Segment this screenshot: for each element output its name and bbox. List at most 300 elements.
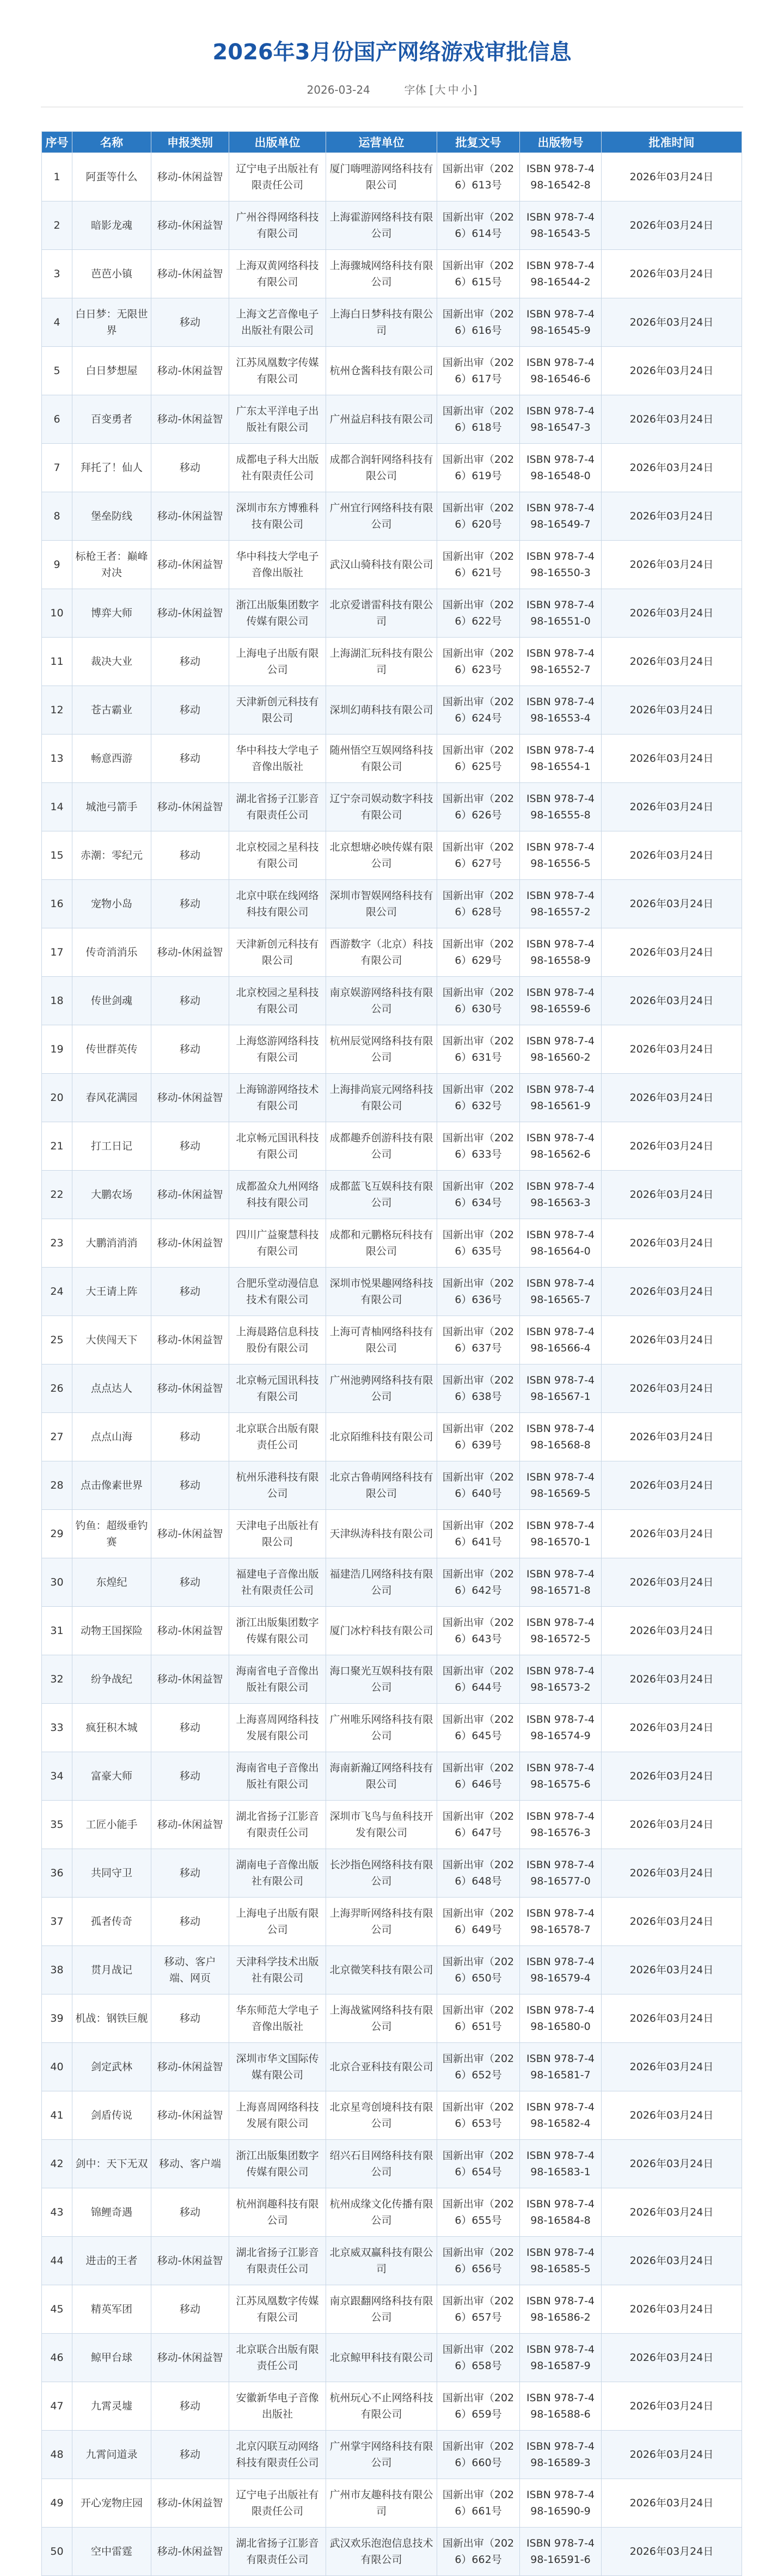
- cell-operator: 广州掌宇网络科技有限公司: [326, 2431, 437, 2479]
- cell-category: 移动-休闲益智: [151, 2528, 229, 2576]
- cell-approval-number: 国新出审（2026）641号: [437, 1510, 520, 1558]
- cell-name: 春风花满园: [72, 1074, 151, 1122]
- cell-name: 鲸甲台球: [72, 2334, 151, 2382]
- cell-publisher: 华东师范大学电子音像出版社: [229, 1994, 326, 2043]
- cell-category: 移动-休闲益智: [151, 541, 229, 589]
- cell-name: 宠物小岛: [72, 880, 151, 928]
- cell-category: 移动: [151, 1752, 229, 1801]
- cell-approval-number: 国新出审（2026）648号: [437, 1849, 520, 1898]
- cell-approval-number: 国新出审（2026）621号: [437, 541, 520, 589]
- cell-operator: 北京合亚科技有限公司: [326, 2043, 437, 2091]
- cell-name: 富豪大师: [72, 1752, 151, 1801]
- cell-isbn: ISBN 978-7-498-16589-3: [520, 2431, 602, 2479]
- font-size-large-button[interactable]: 大: [434, 83, 446, 96]
- cell-category: 移动-休闲益智: [151, 1074, 229, 1122]
- cell-publisher: 北京畅元国讯科技有限公司: [229, 1122, 326, 1171]
- cell-publisher: 深圳市华文国际传媒有限公司: [229, 2043, 326, 2091]
- cell-operator: 上海湖汇玩科技有限公司: [326, 638, 437, 686]
- cell-approval-number: 国新出审（2026）632号: [437, 1074, 520, 1122]
- cell-isbn: ISBN 978-7-498-16565-7: [520, 1268, 602, 1316]
- cell-isbn: ISBN 978-7-498-16549-7: [520, 492, 602, 541]
- cell-approval-number: 国新出审（2026）651号: [437, 1994, 520, 2043]
- cell-publisher: 北京畅元国讯科技有限公司: [229, 1365, 326, 1413]
- cell-publisher: 合肥乐堂动漫信息技术有限公司: [229, 1268, 326, 1316]
- table-row: [42, 2043, 742, 2091]
- cell-approval-date: 2026年03月24日: [602, 153, 742, 201]
- cell-isbn: ISBN 978-7-498-16559-6: [520, 977, 602, 1025]
- cell-operator: 北京陌维科技有限公司: [326, 1413, 437, 1461]
- table-row: [42, 2479, 742, 2528]
- cell-isbn: ISBN 978-7-498-16566-4: [520, 1316, 602, 1365]
- header-publisher: 出版单位: [229, 132, 326, 153]
- cell-approval-number: 国新出审（2026）637号: [437, 1316, 520, 1365]
- table-row: [42, 541, 742, 589]
- cell-operator: 天津纵涛科技有限公司: [326, 1510, 437, 1558]
- cell-approval-number: 国新出审（2026）643号: [437, 1607, 520, 1655]
- cell-publisher: 上海悠游网络科技有限公司: [229, 1025, 326, 1074]
- cell-isbn: ISBN 978-7-498-16567-1: [520, 1365, 602, 1413]
- table-row: [42, 2140, 742, 2188]
- cell-name: 九霄问道录: [72, 2431, 151, 2479]
- cell-isbn: ISBN 978-7-498-16591-6: [520, 2528, 602, 2576]
- cell-seq: 37: [42, 1898, 72, 1946]
- font-size-medium-button[interactable]: 中: [448, 83, 459, 96]
- cell-approval-date: 2026年03月24日: [602, 1849, 742, 1898]
- cell-operator: 深圳市飞鸟与鱼科技开发有限公司: [326, 1801, 437, 1849]
- cell-approval-number: 国新出审（2026）623号: [437, 638, 520, 686]
- cell-category: 移动: [151, 1025, 229, 1074]
- cell-approval-number: 国新出审（2026）627号: [437, 831, 520, 880]
- cell-publisher: 湖北省扬子江影音有限责任公司: [229, 2237, 326, 2285]
- cell-category: 移动、客户端: [151, 2140, 229, 2188]
- cell-approval-date: 2026年03月24日: [602, 2237, 742, 2285]
- cell-isbn: ISBN 978-7-498-16588-6: [520, 2382, 602, 2431]
- cell-category: 移动-休闲益智: [151, 1801, 229, 1849]
- cell-publisher: 北京校园之星科技有限公司: [229, 977, 326, 1025]
- cell-name: 剑中：天下无双: [72, 2140, 151, 2188]
- cell-approval-date: 2026年03月24日: [602, 1704, 742, 1752]
- cell-approval-date: 2026年03月24日: [602, 541, 742, 589]
- cell-name: 大鹏消消消: [72, 1219, 151, 1268]
- table-row: [42, 1025, 742, 1074]
- table-row: [42, 250, 742, 298]
- cell-category: 移动-休闲益智: [151, 2091, 229, 2140]
- cell-category: 移动: [151, 880, 229, 928]
- cell-operator: 武汉欢乐泡泡信息技术有限公司: [326, 2528, 437, 2576]
- cell-operator: 上海羿昕网络科技有限公司: [326, 1898, 437, 1946]
- cell-approval-date: 2026年03月24日: [602, 2528, 742, 2576]
- cell-operator: 辽宁奈司娱动数字科技有限公司: [326, 783, 437, 831]
- cell-operator: 绍兴石目网络科技有限公司: [326, 2140, 437, 2188]
- cell-name: 剑盾传说: [72, 2091, 151, 2140]
- cell-name: 剑定武林: [72, 2043, 151, 2091]
- cell-isbn: ISBN 978-7-498-16569-5: [520, 1461, 602, 1510]
- cell-publisher: 杭州乐港科技有限公司: [229, 1461, 326, 1510]
- cell-approval-date: 2026年03月24日: [602, 2431, 742, 2479]
- table-row: [42, 735, 742, 783]
- cell-isbn: ISBN 978-7-498-16542-8: [520, 153, 602, 201]
- cell-operator: 厦门冰柠科技有限公司: [326, 1607, 437, 1655]
- cell-operator: 上海骤城网络科技有限公司: [326, 250, 437, 298]
- cell-publisher: 深圳市东方博雅科技有限公司: [229, 492, 326, 541]
- cell-name: 精英军团: [72, 2285, 151, 2334]
- cell-seq: 31: [42, 1607, 72, 1655]
- cell-operator: 海南新瀚辽网络科技有限公司: [326, 1752, 437, 1801]
- cell-isbn: ISBN 978-7-498-16581-7: [520, 2043, 602, 2091]
- cell-operator: 广州唯乐网络科技有限公司: [326, 1704, 437, 1752]
- cell-publisher: 浙江出版集团数字传媒有限公司: [229, 589, 326, 638]
- cell-approval-number: 国新出审（2026）622号: [437, 589, 520, 638]
- cell-approval-number: 国新出审（2026）624号: [437, 686, 520, 735]
- cell-approval-number: 国新出审（2026）640号: [437, 1461, 520, 1510]
- header-approval-date: 批准时间: [602, 132, 742, 153]
- cell-isbn: ISBN 978-7-498-16553-4: [520, 686, 602, 735]
- cell-publisher: 湖北省扬子江影音有限责任公司: [229, 783, 326, 831]
- cell-approval-date: 2026年03月24日: [602, 686, 742, 735]
- cell-category: 移动: [151, 2188, 229, 2237]
- cell-approval-number: 国新出审（2026）633号: [437, 1122, 520, 1171]
- cell-operator: 上海排尚宸元网络科技有限公司: [326, 1074, 437, 1122]
- cell-name: 点点达人: [72, 1365, 151, 1413]
- cell-approval-number: 国新出审（2026）652号: [437, 2043, 520, 2091]
- cell-isbn: ISBN 978-7-498-16561-9: [520, 1074, 602, 1122]
- cell-approval-number: 国新出审（2026）642号: [437, 1558, 520, 1607]
- cell-approval-date: 2026年03月24日: [602, 1365, 742, 1413]
- cell-isbn: ISBN 978-7-498-16583-1: [520, 2140, 602, 2188]
- cell-name: 东煌纪: [72, 1558, 151, 1607]
- cell-category: 移动: [151, 977, 229, 1025]
- cell-publisher: 上海文艺音像电子出版社有限公司: [229, 298, 326, 347]
- cell-approval-number: 国新出审（2026）614号: [437, 201, 520, 250]
- cell-isbn: ISBN 978-7-498-16563-3: [520, 1171, 602, 1219]
- cell-category: 移动: [151, 1849, 229, 1898]
- cell-seq: 39: [42, 1994, 72, 2043]
- cell-category: 移动-休闲益智: [151, 928, 229, 977]
- cell-seq: 25: [42, 1316, 72, 1365]
- cell-seq: 21: [42, 1122, 72, 1171]
- cell-approval-date: 2026年03月24日: [602, 1413, 742, 1461]
- table-row: [42, 638, 742, 686]
- cell-approval-date: 2026年03月24日: [602, 2091, 742, 2140]
- cell-publisher: 江苏凤凰数字传媒有限公司: [229, 2285, 326, 2334]
- cell-seq: 28: [42, 1461, 72, 1510]
- cell-approval-number: 国新出审（2026）615号: [437, 250, 520, 298]
- cell-category: 移动-休闲益智: [151, 1365, 229, 1413]
- cell-publisher: 北京闪联互动网络科技有限责任公司: [229, 2431, 326, 2479]
- table-row: [42, 977, 742, 1025]
- cell-isbn: ISBN 978-7-498-16543-5: [520, 201, 602, 250]
- cell-publisher: 安徽新华电子音像出版社: [229, 2382, 326, 2431]
- cell-seq: 41: [42, 2091, 72, 2140]
- cell-isbn: ISBN 978-7-498-16558-9: [520, 928, 602, 977]
- cell-operator: 武汉山骑科技有限公司: [326, 541, 437, 589]
- cell-approval-number: 国新出审（2026）646号: [437, 1752, 520, 1801]
- cell-operator: 北京鲸甲科技有限公司: [326, 2334, 437, 2382]
- cell-seq: 18: [42, 977, 72, 1025]
- cell-operator: 成都蓝飞互娱科技有限公司: [326, 1171, 437, 1219]
- cell-approval-number: 国新出审（2026）656号: [437, 2237, 520, 2285]
- cell-isbn: ISBN 978-7-498-16562-6: [520, 1122, 602, 1171]
- cell-seq: 16: [42, 880, 72, 928]
- table-row: [42, 1268, 742, 1316]
- cell-approval-date: 2026年03月24日: [602, 1122, 742, 1171]
- cell-name: 城池弓箭手: [72, 783, 151, 831]
- cell-isbn: ISBN 978-7-498-16575-6: [520, 1752, 602, 1801]
- cell-seq: 10: [42, 589, 72, 638]
- cell-seq: 8: [42, 492, 72, 541]
- cell-name: 畅意西游: [72, 735, 151, 783]
- cell-operator: 成都趣乔创游科技有限公司: [326, 1122, 437, 1171]
- cell-publisher: 天津电子出版社有限公司: [229, 1510, 326, 1558]
- cell-publisher: 杭州润趣科技有限公司: [229, 2188, 326, 2237]
- cell-seq: 36: [42, 1849, 72, 1898]
- cell-approval-date: 2026年03月24日: [602, 2479, 742, 2528]
- cell-approval-date: 2026年03月24日: [602, 1898, 742, 1946]
- cell-isbn: ISBN 978-7-498-16545-9: [520, 298, 602, 347]
- cell-publisher: 上海电子出版有限公司: [229, 638, 326, 686]
- cell-approval-number: 国新出审（2026）647号: [437, 1801, 520, 1849]
- cell-publisher: 广东太平洋电子出版社有限公司: [229, 395, 326, 444]
- cell-publisher: 华中科技大学电子音像出版社: [229, 541, 326, 589]
- table-row: [42, 153, 742, 201]
- cell-seq: 35: [42, 1801, 72, 1849]
- table-row: [42, 1461, 742, 1510]
- cell-category: 移动-休闲益智: [151, 2237, 229, 2285]
- table-row: [42, 1946, 742, 1994]
- table-row: [42, 2431, 742, 2479]
- cell-approval-number: 国新出审（2026）613号: [437, 153, 520, 201]
- cell-isbn: ISBN 978-7-498-16547-3: [520, 395, 602, 444]
- cell-approval-number: 国新出审（2026）650号: [437, 1946, 520, 1994]
- table-row: [42, 1558, 742, 1607]
- cell-operator: 深圳幻萌科技有限公司: [326, 686, 437, 735]
- cell-category: 移动-休闲益智: [151, 201, 229, 250]
- cell-approval-number: 国新出审（2026）658号: [437, 2334, 520, 2382]
- cell-seq: 43: [42, 2188, 72, 2237]
- cell-approval-date: 2026年03月24日: [602, 1025, 742, 1074]
- cell-name: 机战：钢铁巨舰: [72, 1994, 151, 2043]
- cell-publisher: 上海晨路信息科技股份有限公司: [229, 1316, 326, 1365]
- cell-approval-number: 国新出审（2026）635号: [437, 1219, 520, 1268]
- cell-publisher: 湖北省扬子江影音有限责任公司: [229, 2528, 326, 2576]
- cell-approval-date: 2026年03月24日: [602, 1074, 742, 1122]
- table-row: [42, 492, 742, 541]
- cell-name: 传世剑魂: [72, 977, 151, 1025]
- cell-seq: 46: [42, 2334, 72, 2382]
- cell-name: 传奇消消乐: [72, 928, 151, 977]
- cell-name: 苍古霸业: [72, 686, 151, 735]
- table-row: [42, 2285, 742, 2334]
- table-row: [42, 201, 742, 250]
- cell-seq: 13: [42, 735, 72, 783]
- cell-category: 移动: [151, 1122, 229, 1171]
- table-row: [42, 686, 742, 735]
- header-approval-number: 批复文号: [437, 132, 520, 153]
- cell-operator: 成都合润轩网络科技有限公司: [326, 444, 437, 492]
- cell-approval-number: 国新出审（2026）617号: [437, 347, 520, 395]
- font-size-label: 字体: [404, 83, 426, 96]
- table-row: [42, 2188, 742, 2237]
- cell-isbn: ISBN 978-7-498-16590-9: [520, 2479, 602, 2528]
- cell-publisher: 浙江出版集团数字传媒有限公司: [229, 1607, 326, 1655]
- cell-isbn: ISBN 978-7-498-16582-4: [520, 2091, 602, 2140]
- cell-name: 白日梦想屋: [72, 347, 151, 395]
- cell-approval-number: 国新出审（2026）638号: [437, 1365, 520, 1413]
- cell-isbn: ISBN 978-7-498-16584-8: [520, 2188, 602, 2237]
- cell-isbn: ISBN 978-7-498-16560-2: [520, 1025, 602, 1074]
- cell-approval-date: 2026年03月24日: [602, 880, 742, 928]
- cell-isbn: ISBN 978-7-498-16554-1: [520, 735, 602, 783]
- cell-publisher: 天津新创元科技有限公司: [229, 928, 326, 977]
- cell-seq: 15: [42, 831, 72, 880]
- cell-seq: 32: [42, 1655, 72, 1704]
- cell-operator: 福建浩几网络科技有限公司: [326, 1558, 437, 1607]
- cell-publisher: 北京联合出版有限责任公司: [229, 1413, 326, 1461]
- cell-operator: 北京星弯创境科技有限公司: [326, 2091, 437, 2140]
- cell-isbn: ISBN 978-7-498-16576-3: [520, 1801, 602, 1849]
- cell-approval-date: 2026年03月24日: [602, 1558, 742, 1607]
- publish-date: 2026-03-24: [307, 83, 370, 96]
- header-category: 申报类别: [151, 132, 229, 153]
- cell-category: 移动: [151, 298, 229, 347]
- cell-publisher: 天津科学技术出版社有限公司: [229, 1946, 326, 1994]
- cell-approval-number: 国新出审（2026）659号: [437, 2382, 520, 2431]
- cell-isbn: ISBN 978-7-498-16579-4: [520, 1946, 602, 1994]
- cell-name: 贯月战记: [72, 1946, 151, 1994]
- cell-seq: 19: [42, 1025, 72, 1074]
- cell-approval-number: 国新出审（2026）634号: [437, 1171, 520, 1219]
- cell-category: 移动-休闲益智: [151, 589, 229, 638]
- table-row: [42, 1898, 742, 1946]
- cell-seq: 14: [42, 783, 72, 831]
- header-operator: 运营单位: [326, 132, 437, 153]
- table-row: [42, 2237, 742, 2285]
- cell-seq: 42: [42, 2140, 72, 2188]
- cell-approval-date: 2026年03月24日: [602, 1510, 742, 1558]
- cell-isbn: ISBN 978-7-498-16548-0: [520, 444, 602, 492]
- cell-approval-number: 国新出审（2026）639号: [437, 1413, 520, 1461]
- cell-seq: 22: [42, 1171, 72, 1219]
- cell-approval-date: 2026年03月24日: [602, 928, 742, 977]
- table-row: [42, 395, 742, 444]
- cell-category: 移动: [151, 831, 229, 880]
- cell-name: 大王请上阵: [72, 1268, 151, 1316]
- cell-publisher: 成都电子科大出版社有限责任公司: [229, 444, 326, 492]
- cell-seq: 24: [42, 1268, 72, 1316]
- cell-category: 移动-休闲益智: [151, 153, 229, 201]
- cell-seq: 49: [42, 2479, 72, 2528]
- cell-approval-date: 2026年03月24日: [602, 1655, 742, 1704]
- cell-operator: 厦门嗨哩游网络科技有限公司: [326, 153, 437, 201]
- cell-category: 移动: [151, 1461, 229, 1510]
- cell-operator: 海口聚光互娱科技有限公司: [326, 1655, 437, 1704]
- cell-name: 芭芭小镇: [72, 250, 151, 298]
- table-row: [42, 783, 742, 831]
- cell-approval-number: 国新出审（2026）661号: [437, 2479, 520, 2528]
- cell-seq: 20: [42, 1074, 72, 1122]
- cell-name: 百变勇者: [72, 395, 151, 444]
- cell-isbn: ISBN 978-7-498-16557-2: [520, 880, 602, 928]
- cell-category: 移动-休闲益智: [151, 2043, 229, 2091]
- table-row: [42, 1607, 742, 1655]
- cell-approval-date: 2026年03月24日: [602, 1461, 742, 1510]
- cell-operator: 上海战鲨网络科技有限公司: [326, 1994, 437, 2043]
- cell-category: 移动: [151, 1898, 229, 1946]
- table-header-row: [42, 132, 742, 153]
- cell-approval-date: 2026年03月24日: [602, 201, 742, 250]
- cell-approval-date: 2026年03月24日: [602, 831, 742, 880]
- cell-operator: 广州益启科技有限公司: [326, 395, 437, 444]
- cell-seq: 34: [42, 1752, 72, 1801]
- cell-operator: 广州市友趣科技有限公司: [326, 2479, 437, 2528]
- cell-approval-number: 国新出审（2026）620号: [437, 492, 520, 541]
- font-size-small-button[interactable]: 小: [461, 83, 472, 96]
- table-row: [42, 880, 742, 928]
- cell-operator: 北京想塘必映传媒有限公司: [326, 831, 437, 880]
- cell-approval-date: 2026年03月24日: [602, 2043, 742, 2091]
- cell-seq: 9: [42, 541, 72, 589]
- cell-approval-date: 2026年03月24日: [602, 977, 742, 1025]
- cell-name: 动物王国探险: [72, 1607, 151, 1655]
- cell-name: 传世群英传: [72, 1025, 151, 1074]
- cell-category: 移动-休闲益智: [151, 783, 229, 831]
- cell-isbn: ISBN 978-7-498-16585-5: [520, 2237, 602, 2285]
- cell-approval-date: 2026年03月24日: [602, 2285, 742, 2334]
- cell-name: 大鹏农场: [72, 1171, 151, 1219]
- cell-operator: 北京微笑科技有限公司: [326, 1946, 437, 1994]
- table-row: [42, 1074, 742, 1122]
- cell-operator: 杭州成缘文化传播有限公司: [326, 2188, 437, 2237]
- cell-isbn: ISBN 978-7-498-16578-7: [520, 1898, 602, 1946]
- cell-name: 白日梦：无限世界: [72, 298, 151, 347]
- cell-publisher: 北京联合出版有限责任公司: [229, 2334, 326, 2382]
- table-row: [42, 1752, 742, 1801]
- cell-operator: 广州宜行网络科技有限公司: [326, 492, 437, 541]
- cell-publisher: 海南省电子音像出版社有限公司: [229, 1655, 326, 1704]
- cell-name: 锦鲤奇遇: [72, 2188, 151, 2237]
- cell-isbn: ISBN 978-7-498-16568-8: [520, 1413, 602, 1461]
- table-row: [42, 1122, 742, 1171]
- cell-seq: 26: [42, 1365, 72, 1413]
- header-seq: 序号: [42, 132, 72, 153]
- cell-isbn: ISBN 978-7-498-16587-9: [520, 2334, 602, 2382]
- cell-approval-date: 2026年03月24日: [602, 2188, 742, 2237]
- cell-approval-number: 国新出审（2026）625号: [437, 735, 520, 783]
- cell-name: 赤潮：零纪元: [72, 831, 151, 880]
- cell-name: 大侠闯天下: [72, 1316, 151, 1365]
- table-row: [42, 2528, 742, 2576]
- cell-seq: 23: [42, 1219, 72, 1268]
- table-row: [42, 1316, 742, 1365]
- cell-name: 孤者传奇: [72, 1898, 151, 1946]
- cell-category: 移动-休闲益智: [151, 250, 229, 298]
- cell-seq: 11: [42, 638, 72, 686]
- cell-approval-date: 2026年03月24日: [602, 347, 742, 395]
- cell-operator: 广州池骋网络科技有限公司: [326, 1365, 437, 1413]
- cell-operator: 杭州玩心不止网络科技有限公司: [326, 2382, 437, 2431]
- cell-publisher: 上海锦游网络技术有限公司: [229, 1074, 326, 1122]
- cell-publisher: 福建电子音像出版社有限责任公司: [229, 1558, 326, 1607]
- header-isbn: 出版物号: [520, 132, 602, 153]
- cell-isbn: ISBN 978-7-498-16571-8: [520, 1558, 602, 1607]
- cell-name: 堡垒防线: [72, 492, 151, 541]
- cell-operator: 北京爱谱雷科技有限公司: [326, 589, 437, 638]
- cell-publisher: 上海双黄网络科技有限公司: [229, 250, 326, 298]
- cell-approval-date: 2026年03月24日: [602, 638, 742, 686]
- table-row: [42, 831, 742, 880]
- cell-publisher: 海南省电子音像出版社有限公司: [229, 1752, 326, 1801]
- cell-name: 九霄灵墟: [72, 2382, 151, 2431]
